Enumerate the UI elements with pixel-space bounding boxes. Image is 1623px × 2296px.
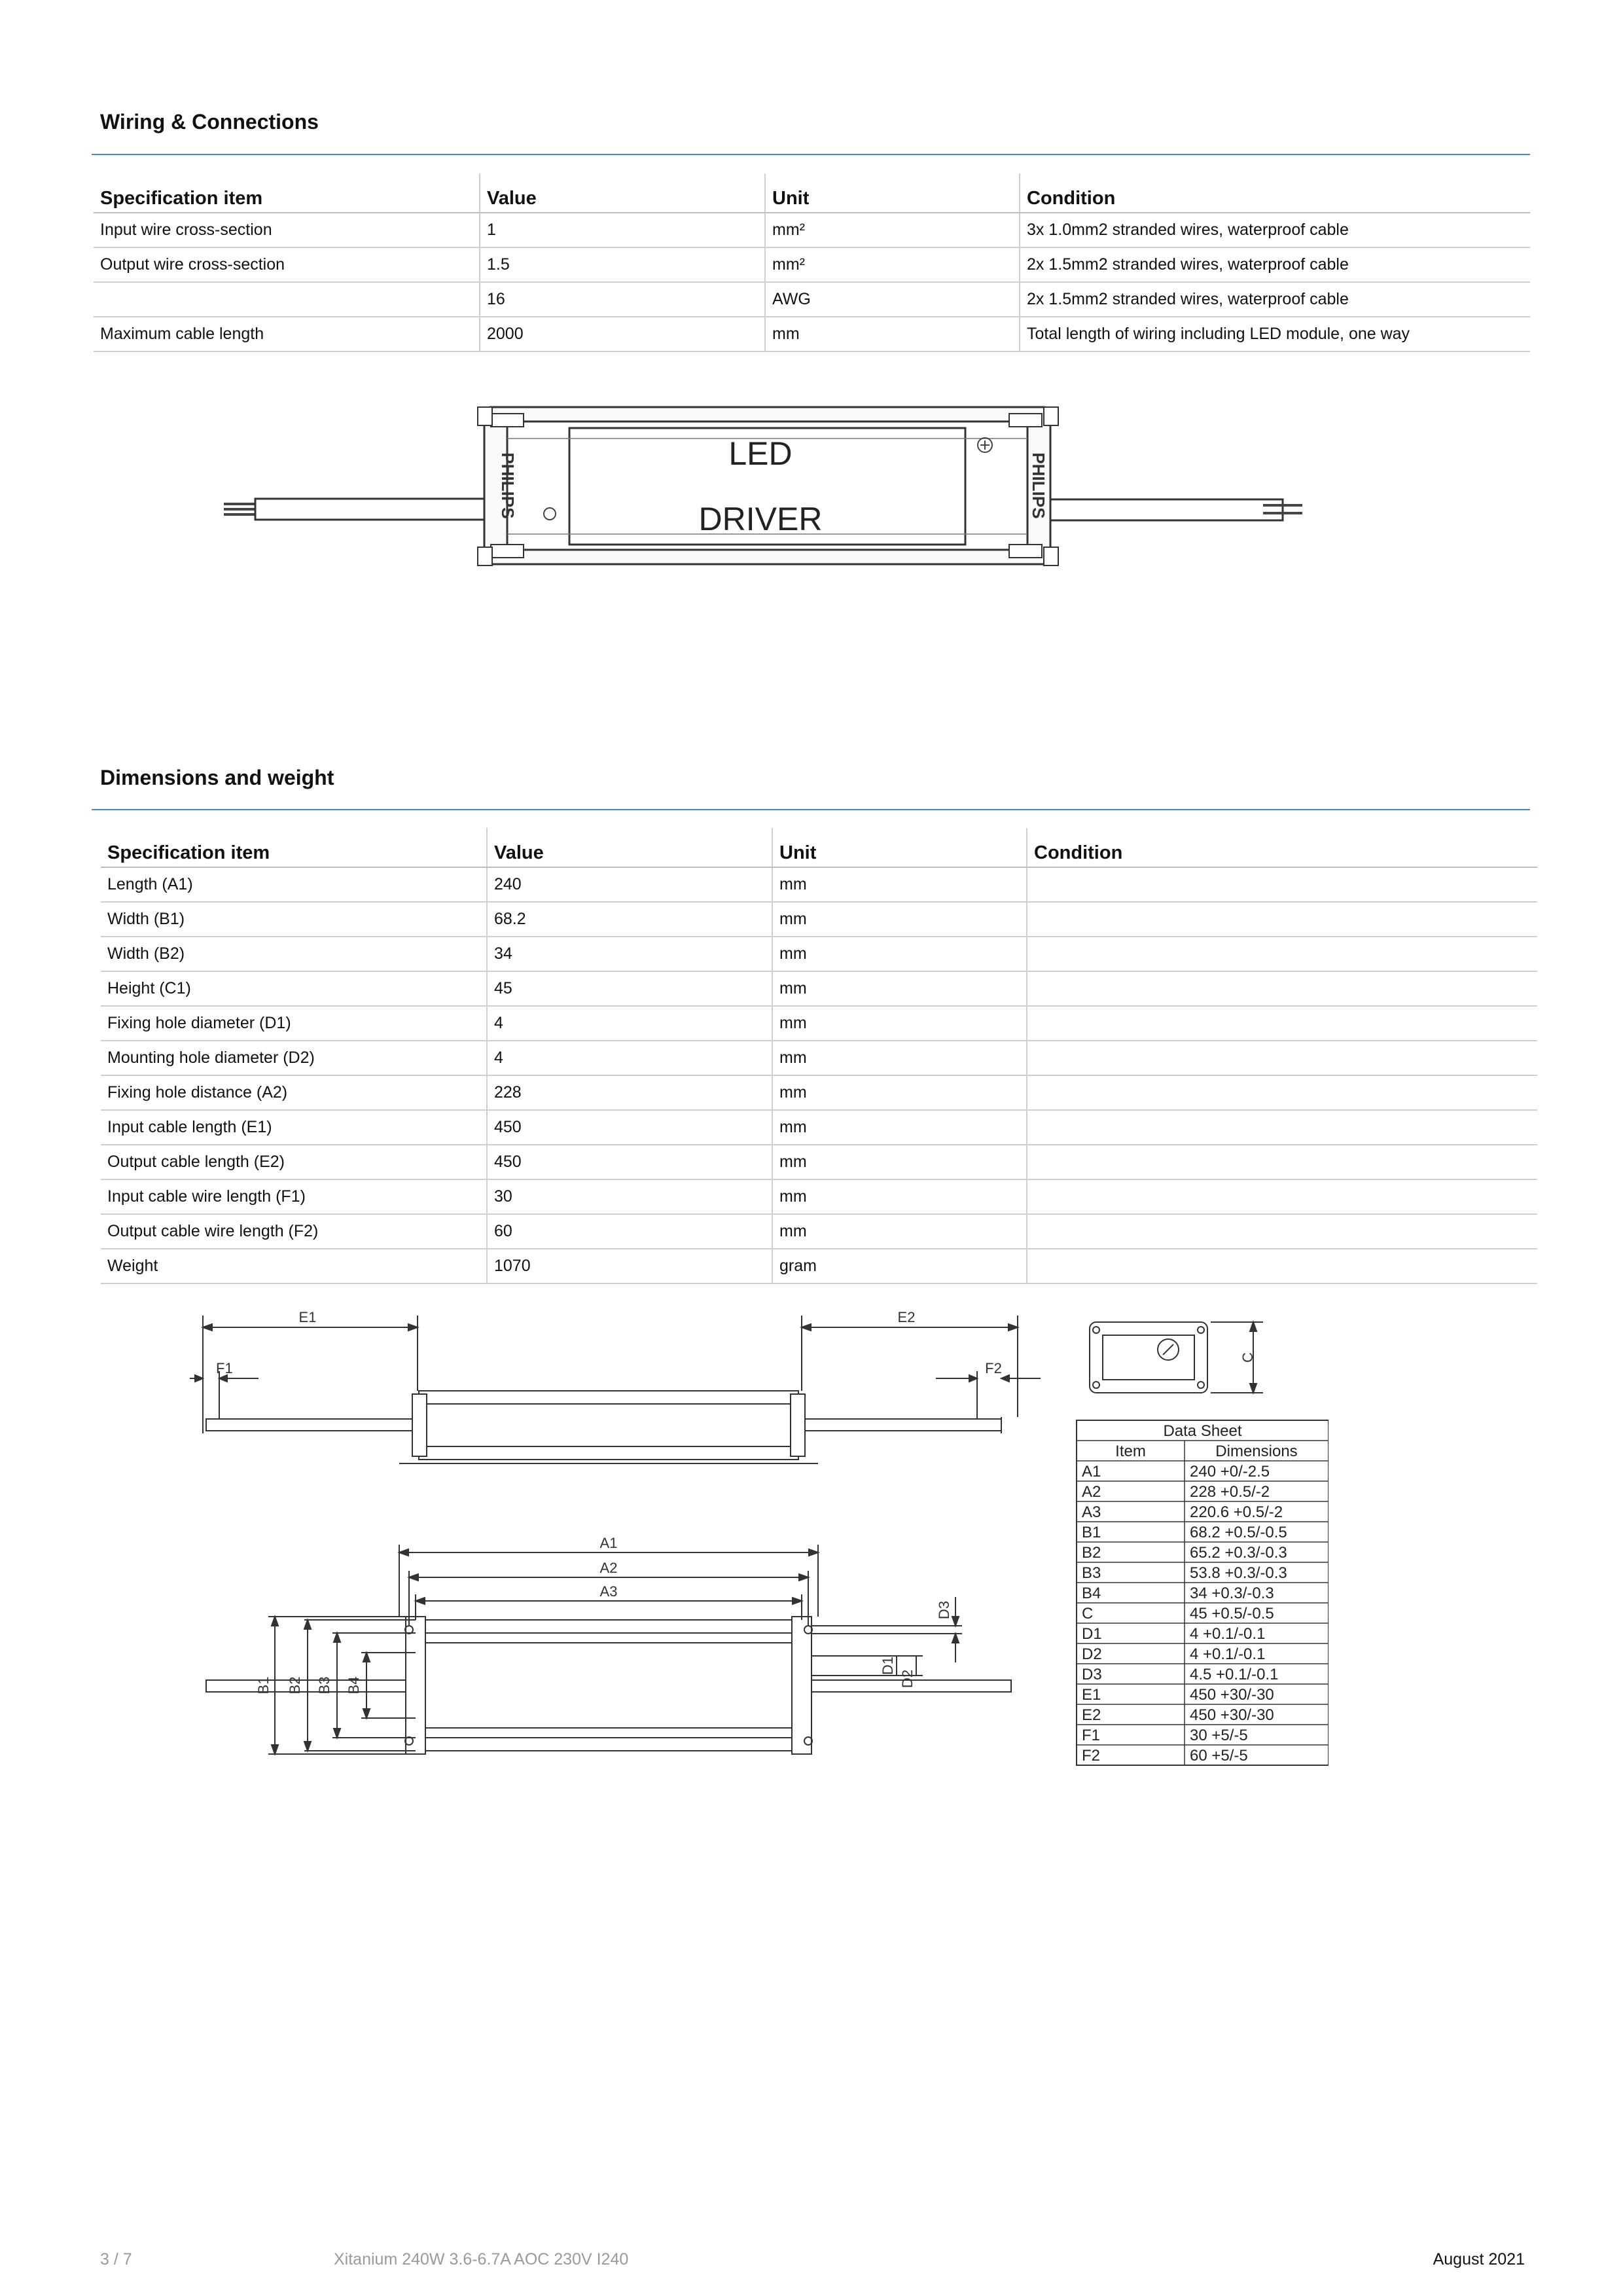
datasheet-title: Data Sheet (1163, 1422, 1242, 1440)
label-d1: D1 (880, 1656, 896, 1676)
datasheet-value: 4 +0.1/-0.1 (1190, 1645, 1266, 1663)
dimensions-table-body (101, 867, 1537, 1283)
table-cell (1027, 1179, 1537, 1214)
label-b1: B1 (255, 1676, 272, 1695)
table-cell: 2x 1.5mm2 stranded wires, waterproof cable (1020, 282, 1530, 317)
dimensions-table-row (101, 1075, 1537, 1110)
dimensions-table-row (101, 902, 1537, 937)
datasheet-item: C (1082, 1605, 1094, 1623)
datasheet-value: 240 +0/-2.5 (1190, 1463, 1270, 1480)
datasheet-value: 34 +0.3/-0.3 (1190, 1585, 1274, 1602)
brand-label-right: PHILIPS (1029, 452, 1048, 519)
table-cell: 4 (487, 1041, 772, 1075)
datasheet-table (1077, 1420, 1329, 1765)
wiring-table (94, 173, 1530, 352)
column-header: Condition (1020, 173, 1530, 213)
dimensions-table-row (101, 1179, 1537, 1214)
table-cell: 3x 1.0mm2 stranded wires, waterproof cable (1020, 213, 1530, 247)
datasheet-value: 30 +5/-5 (1190, 1727, 1248, 1744)
table-cell: Width (B1) (101, 902, 487, 937)
column-header: Value (480, 173, 765, 213)
datasheet-value: 68.2 +0.5/-0.5 (1190, 1524, 1287, 1541)
table-cell: Fixing hole diameter (D1) (101, 1006, 487, 1041)
column-header: Unit (765, 173, 1020, 213)
dimensions-table-row (101, 937, 1537, 971)
datasheet-item: B4 (1082, 1585, 1101, 1602)
dimensions-table-row (101, 1110, 1537, 1145)
table-cell: 60 (487, 1214, 772, 1249)
side-view (190, 1316, 1041, 1463)
driver-label-line2: DRIVER (698, 501, 823, 537)
datasheet-item: E1 (1082, 1686, 1101, 1704)
table-cell: Input wire cross-section (94, 213, 480, 247)
table-cell: mm (772, 937, 1027, 971)
datasheet-value: 4 +0.1/-0.1 (1190, 1625, 1266, 1643)
label-b3: B3 (316, 1676, 332, 1695)
table-cell (1027, 971, 1537, 1006)
table-cell (94, 282, 480, 317)
datasheet-value: 228 +0.5/-2 (1190, 1483, 1270, 1501)
column-header: Value (487, 828, 772, 867)
end-view (1090, 1322, 1263, 1393)
dimensions-table-row (101, 1214, 1537, 1249)
dimension-drawing (190, 1309, 1329, 1806)
datasheet-item: B3 (1082, 1564, 1101, 1582)
dimensions-table-row (101, 971, 1537, 1006)
table-cell (1027, 867, 1537, 902)
datasheet-item: D1 (1082, 1625, 1102, 1643)
table-cell: 1070 (487, 1249, 772, 1283)
table-cell: mm (772, 971, 1027, 1006)
column-header: Specification item (101, 828, 487, 867)
datasheet-value: 65.2 +0.3/-0.3 (1190, 1544, 1287, 1562)
table-cell: mm (772, 1145, 1027, 1179)
label-a2: A2 (599, 1560, 618, 1576)
datasheet-item: D2 (1082, 1645, 1102, 1663)
footer-product-name: Xitanium 240W 3.6-6.7A AOC 230V I240 (334, 2250, 629, 2269)
table-cell: 45 (487, 971, 772, 1006)
table-cell: mm (772, 1006, 1027, 1041)
wiring-section-title: Wiring & Connections (100, 110, 319, 134)
datasheet-value: 450 +30/-30 (1190, 1686, 1274, 1704)
datasheet-item: E2 (1082, 1706, 1101, 1724)
table-cell: Total length of wiring including LED module, one way (1020, 317, 1530, 351)
wiring-section-rule (92, 154, 1530, 155)
table-cell: 228 (487, 1075, 772, 1110)
label-f2: F2 (985, 1360, 1002, 1376)
table-cell: 2x 1.5mm2 stranded wires, waterproof cable (1020, 247, 1530, 282)
datasheet-value: 220.6 +0.5/-2 (1190, 1503, 1283, 1521)
table-cell (1027, 1075, 1537, 1110)
wiring-table-row (94, 213, 1530, 247)
table-cell: gram (772, 1249, 1027, 1283)
dimensions-table (101, 828, 1537, 1284)
datasheet-item: A1 (1082, 1463, 1101, 1480)
led-driver-image (216, 399, 1315, 576)
wiring-table-row (94, 317, 1530, 351)
table-cell (1027, 902, 1537, 937)
table-cell: mm (772, 902, 1027, 937)
datasheet-item: F1 (1082, 1727, 1101, 1744)
label-d2: D2 (899, 1669, 916, 1689)
table-cell: 450 (487, 1110, 772, 1145)
table-cell: 34 (487, 937, 772, 971)
brand-label-left: PHILIPS (498, 452, 518, 519)
table-cell: AWG (765, 282, 1020, 317)
label-d3: D3 (936, 1600, 952, 1620)
table-cell: mm (765, 317, 1020, 351)
table-cell: 1 (480, 213, 765, 247)
driver-label-line1: LED (728, 435, 793, 472)
table-cell: Output cable wire length (F2) (101, 1214, 487, 1249)
wiring-table-header (94, 173, 1530, 213)
table-cell (1027, 1145, 1537, 1179)
table-cell: Output wire cross-section (94, 247, 480, 282)
table-cell (1027, 1110, 1537, 1145)
footer-page-number: 3 / 7 (100, 2250, 132, 2269)
label-a3: A3 (599, 1583, 618, 1600)
table-cell: mm² (765, 247, 1020, 282)
datasheet-column-header: Item (1115, 1443, 1146, 1460)
datasheet-item: A3 (1082, 1503, 1101, 1521)
dimensions-table-row (101, 1041, 1537, 1075)
label-e1: E1 (298, 1309, 317, 1325)
dimensions-section-title: Dimensions and weight (100, 766, 334, 789)
table-cell (1027, 1249, 1537, 1283)
table-cell: Input cable length (E1) (101, 1110, 487, 1145)
dimensions-table-row (101, 1249, 1537, 1283)
table-cell: Mounting hole diameter (D2) (101, 1041, 487, 1075)
footer-date: August 2021 (1433, 2250, 1525, 2269)
column-header: Specification item (94, 173, 480, 213)
table-cell: 450 (487, 1145, 772, 1179)
label-b4: B4 (346, 1676, 362, 1695)
table-cell: 240 (487, 867, 772, 902)
datasheet-value: 450 +30/-30 (1190, 1706, 1274, 1724)
table-cell (1027, 937, 1537, 971)
table-cell: mm (772, 867, 1027, 902)
wiring-table-body (94, 213, 1530, 351)
output-cable (1021, 499, 1302, 520)
label-f1: F1 (216, 1360, 233, 1376)
datasheet-value: 4.5 +0.1/-0.1 (1190, 1666, 1279, 1683)
top-view (206, 1545, 1011, 1754)
table-cell: 30 (487, 1179, 772, 1214)
dimensions-table-row (101, 1006, 1537, 1041)
table-cell: Width (B2) (101, 937, 487, 971)
datasheet-item: F2 (1082, 1747, 1101, 1765)
table-cell: 1.5 (480, 247, 765, 282)
datasheet-item: B1 (1082, 1524, 1101, 1541)
label-e2: E2 (897, 1309, 916, 1325)
label-a1: A1 (599, 1535, 618, 1551)
table-cell: 68.2 (487, 902, 772, 937)
datasheet-item: D3 (1082, 1666, 1102, 1683)
label-c: C (1240, 1352, 1256, 1363)
table-cell: 4 (487, 1006, 772, 1041)
wiring-table-row (94, 247, 1530, 282)
dimensions-section-rule (92, 809, 1530, 810)
table-cell: 16 (480, 282, 765, 317)
table-cell: 2000 (480, 317, 765, 351)
dimensions-table-row (101, 867, 1537, 902)
column-header: Unit (772, 828, 1027, 867)
datasheet-value: 60 +5/-5 (1190, 1747, 1248, 1765)
datasheet-column-header: Dimensions (1215, 1443, 1298, 1460)
input-cable (224, 499, 524, 520)
table-cell: mm² (765, 213, 1020, 247)
table-cell (1027, 1006, 1537, 1041)
dimensions-table-header (101, 828, 1537, 867)
table-cell: Input cable wire length (F1) (101, 1179, 487, 1214)
dimensions-table-row (101, 1145, 1537, 1179)
datasheet-value: 53.8 +0.3/-0.3 (1190, 1564, 1287, 1582)
datasheet-item: A2 (1082, 1483, 1101, 1501)
datasheet-value: 45 +0.5/-0.5 (1190, 1605, 1274, 1623)
table-cell: Weight (101, 1249, 487, 1283)
table-cell (1027, 1041, 1537, 1075)
label-b2: B2 (287, 1676, 303, 1695)
table-cell: mm (772, 1041, 1027, 1075)
wiring-table-row (94, 282, 1530, 317)
table-cell: mm (772, 1179, 1027, 1214)
table-cell: mm (772, 1214, 1027, 1249)
datasheet-item: B2 (1082, 1544, 1101, 1562)
table-cell: Fixing hole distance (A2) (101, 1075, 487, 1110)
table-cell: Length (A1) (101, 867, 487, 902)
table-cell (1027, 1214, 1537, 1249)
table-cell: mm (772, 1110, 1027, 1145)
column-header: Condition (1027, 828, 1537, 867)
table-cell: Output cable length (E2) (101, 1145, 487, 1179)
table-cell: mm (772, 1075, 1027, 1110)
table-cell: Maximum cable length (94, 317, 480, 351)
driver-body (484, 407, 1050, 564)
table-cell: Height (C1) (101, 971, 487, 1006)
